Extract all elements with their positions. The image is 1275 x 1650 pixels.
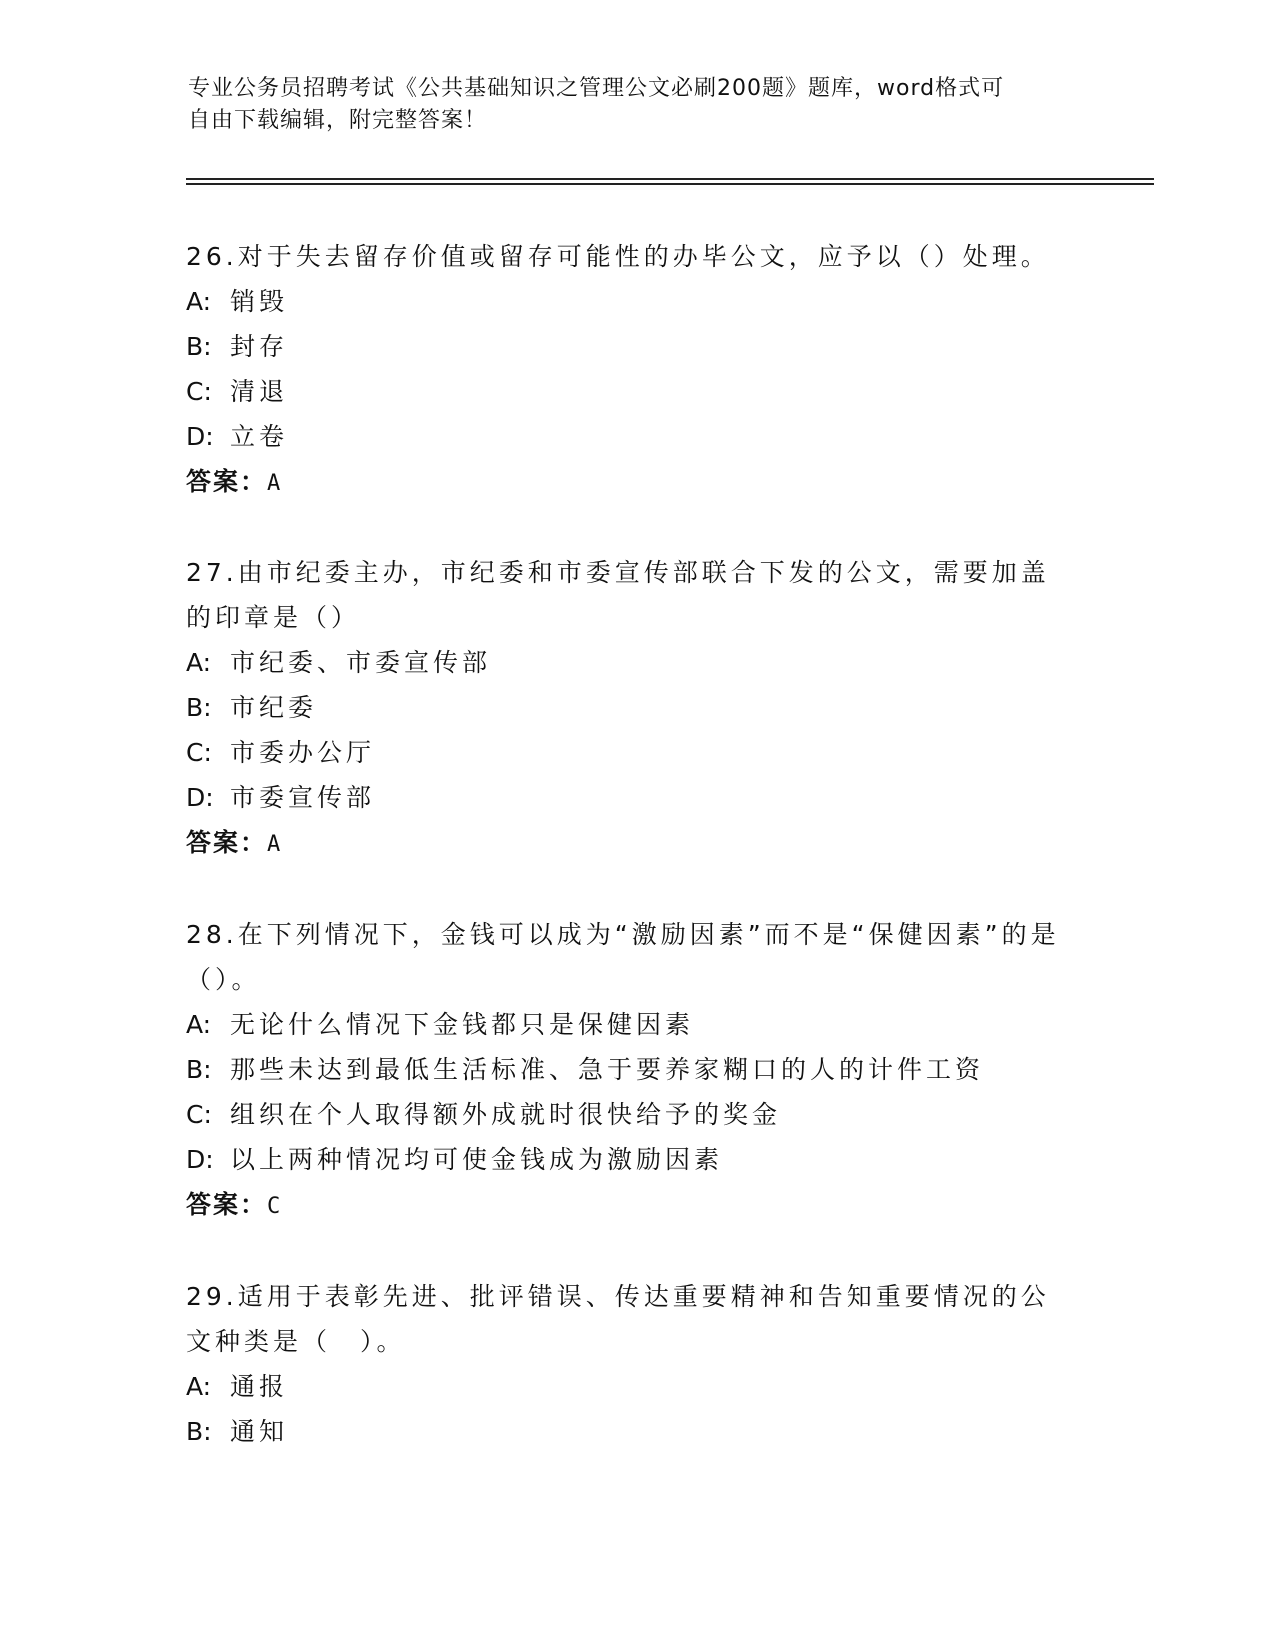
answer-label: 答案：: [186, 828, 268, 857]
option-text: 无论什么情况下金钱都只是保健因素: [230, 1010, 695, 1039]
option-letter: B:: [186, 1055, 212, 1084]
document-header: [188, 73, 1068, 137]
answer-line: [186, 459, 1076, 506]
question-stem: 26.对于失去留存价值或留存可能性的办毕公文，应予以（）处理。: [186, 242, 1050, 271]
option-text: 销毁: [230, 287, 289, 316]
option-a: [186, 1002, 1076, 1047]
answer-value: A: [267, 471, 282, 496]
option-text: 通报: [230, 1372, 289, 1401]
option-d: [186, 414, 1076, 459]
question-26: [186, 234, 1076, 506]
question-stem: 29.适用于表彰先进、批评错误、传达重要精神和告知重要情况的公文种类是（ ）。: [186, 1282, 1050, 1356]
header-line-2: 自由下载编辑，附完整答案！: [188, 108, 488, 133]
option-a: [186, 640, 1076, 685]
option-text: 封存: [230, 332, 289, 361]
option-b: [186, 1409, 1076, 1454]
answer-value: A: [267, 832, 282, 857]
answer-line: [186, 820, 1076, 867]
question-stem: 28.在下列情况下，金钱可以成为“激励因素”而不是“保健因素”的是（）。: [186, 920, 1060, 994]
option-text: 通知: [230, 1417, 289, 1446]
option-b: [186, 1047, 1076, 1092]
header-line-1: 专业公务员招聘考试《公共基础知识之管理公文必刷200题》题库，word格式可: [188, 76, 1005, 101]
option-c: [186, 369, 1076, 414]
option-letter: C:: [186, 377, 212, 406]
option-text: 以上两种情况均可使金钱成为激励因素: [230, 1145, 724, 1174]
option-text: 市纪委: [230, 693, 318, 722]
option-text: 市委办公厅: [230, 738, 376, 767]
option-letter: D:: [186, 783, 214, 812]
header-divider-top: [186, 178, 1154, 180]
option-letter: A:: [186, 1010, 212, 1039]
question-28: [186, 912, 1076, 1229]
option-letter: C:: [186, 738, 212, 767]
option-letter: A:: [186, 287, 212, 316]
option-b: [186, 324, 1076, 369]
option-text: 市委宣传部: [230, 783, 376, 812]
option-letter: D:: [186, 1145, 214, 1174]
option-letter: C:: [186, 1100, 212, 1129]
option-text: 立卷: [230, 422, 289, 451]
option-letter: A:: [186, 1372, 212, 1401]
option-text: 清退: [230, 377, 289, 406]
answer-label: 答案：: [186, 1190, 268, 1219]
option-a: [186, 1364, 1076, 1409]
option-b: [186, 685, 1076, 730]
option-text: 市纪委、市委宣传部: [230, 648, 492, 677]
option-d: [186, 775, 1076, 820]
answer-label: 答案：: [186, 467, 268, 496]
option-letter: B:: [186, 332, 212, 361]
option-text: 那些未达到最低生活标准、急于要养家糊口的人的计件工资: [230, 1055, 985, 1084]
option-text: 组织在个人取得额外成就时很快给予的奖金: [230, 1100, 782, 1129]
question-29: [186, 1274, 1076, 1454]
option-d: [186, 1137, 1076, 1182]
option-letter: D:: [186, 422, 214, 451]
option-letter: B:: [186, 1417, 212, 1446]
option-letter: A:: [186, 648, 212, 677]
option-a: [186, 279, 1076, 324]
answer-line: [186, 1182, 1076, 1229]
question-stem: 27.由市纪委主办，市纪委和市委宣传部联合下发的公文，需要加盖的印章是（）: [186, 558, 1050, 632]
header-divider-bottom: [186, 183, 1154, 185]
option-letter: B:: [186, 693, 212, 722]
answer-value: C: [267, 1194, 282, 1219]
option-c: [186, 1092, 1076, 1137]
option-c: [186, 730, 1076, 775]
question-27: [186, 550, 1076, 867]
